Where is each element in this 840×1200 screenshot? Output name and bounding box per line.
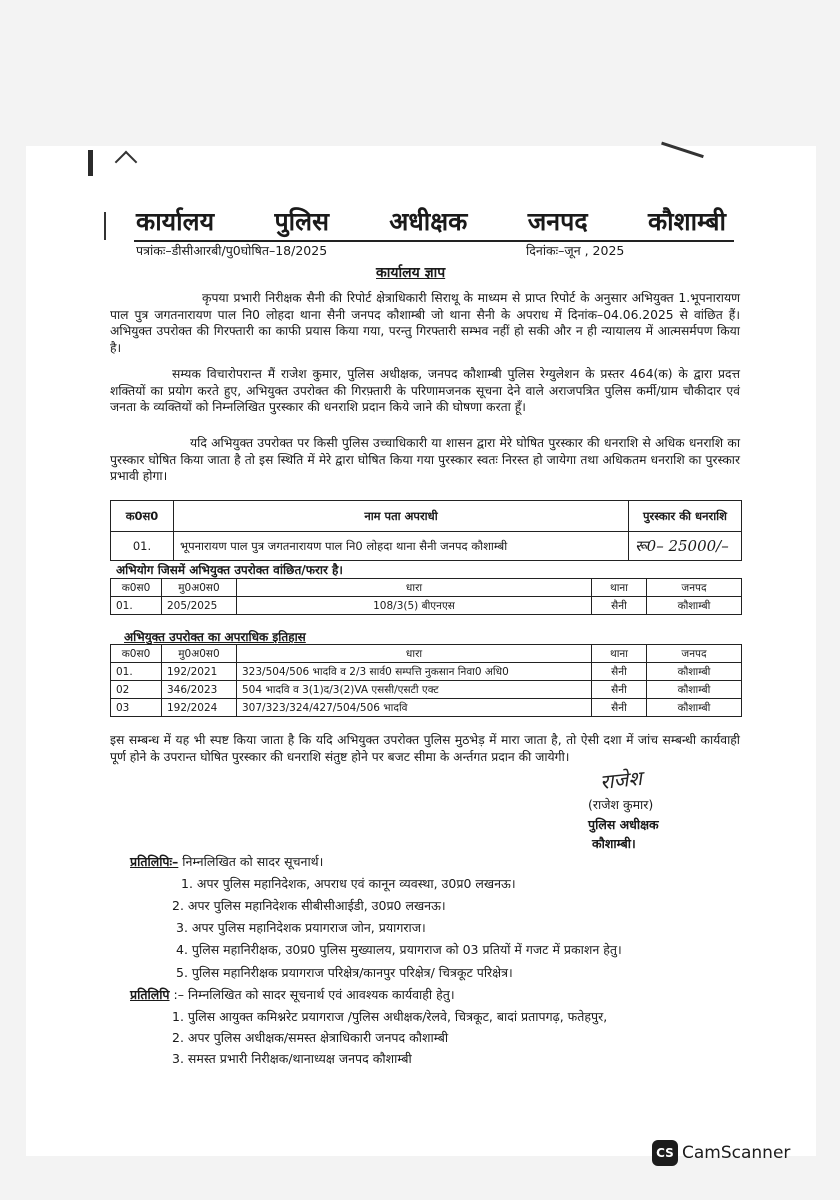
document-page bbox=[26, 146, 816, 1156]
case-header: मु0अ0स0 bbox=[162, 579, 237, 597]
history-header: क0स0 bbox=[111, 645, 162, 663]
history-header: मु0अ0स0 bbox=[162, 645, 237, 663]
history-cell: 346/2023 bbox=[162, 681, 237, 699]
reward-sn: 01. bbox=[111, 532, 174, 561]
title-word: पुलिस bbox=[274, 207, 329, 236]
table-row bbox=[111, 663, 742, 681]
case-cell: सैनी bbox=[592, 597, 647, 615]
history-table-caption: अभियुक्त उपरोक्त का अपराधिक इतिहास bbox=[124, 630, 306, 644]
copy-1-item: 5. पुलिस महानिरीक्षक प्रयागराज परिक्षेत्र/कानपुर परिक्षेत्र/ चित्रकूट परिक्षेत्र। bbox=[176, 965, 513, 980]
copy-2-item: 3. समस्त प्रभारी निरीक्षक/थानाध्यक्ष जनपद कौशाम्बी bbox=[172, 1051, 412, 1066]
paragraph-1 bbox=[110, 290, 740, 356]
history-cell: सैनी bbox=[592, 699, 647, 717]
paragraph-4 bbox=[110, 732, 740, 765]
reward-header-amount: पुरस्कार की धनराशि bbox=[629, 501, 742, 532]
paragraph-3 bbox=[110, 435, 740, 485]
reward-amount: रू0– 25000/– bbox=[629, 532, 742, 561]
table-row bbox=[111, 532, 742, 561]
copy-1-item: 4. पुलिस महानिरीक्षक, उ0प्र0 पुलिस मुख्यालय, प्रयागराज को 03 प्रतियों में गजट में प्रकाशन हेतु। bbox=[176, 942, 622, 957]
office-title bbox=[136, 204, 726, 238]
paragraph-1-text: कृपया प्रभारी निरीक्षक सैनी की रिपोर्ट क्षेत्राधिकारी सिराथू के माध्यम से प्राप्त रिपोर्ट के अनुसार अभियुक्त 1.भूपनारायण पाल पुत्र जगतनारायण पाल नि0 लोहदा थाना सैनी जनपद कौशाम्बी जो थाना सैनी के अपराध में दिनांक–04.06.2025 से वांछित हैं। अभियुक्त उपरोक्त की गिरफ्तारी का काफी प्रयास किया गया, परन्तु गिरफ्तारी सम्भव नहीं हो सकी और न ही न्यायालय में आत्मसर्मपण किया है। bbox=[110, 291, 740, 355]
title-word: अधीक्षक bbox=[389, 207, 468, 236]
title-word: जनपद bbox=[527, 207, 588, 236]
copy-1-item: 3. अपर पुलिस महानिदेशक प्रयागराज जोन, प्रयागराज। bbox=[176, 920, 426, 935]
history-cell: 03 bbox=[111, 699, 162, 717]
case-header: क0स0 bbox=[111, 579, 162, 597]
scan-mark bbox=[656, 142, 704, 174]
copy-1-item: 2. अपर पुलिस महानिदेशक सीबीसीआईडी, उ0प्र0 लखनऊ। bbox=[172, 898, 446, 913]
table-row bbox=[111, 597, 742, 615]
reward-header-name: नाम पता अपराधी bbox=[174, 501, 629, 532]
accused-name-address: भूपनारायण पाल पुत्र जगतनारायण पाल नि0 लोहदा थाना सैनी जनपद कौशाम्बी bbox=[174, 532, 629, 561]
paragraph-3-text: यदि अभियुक्त उपरोक्त पर किसी पुलिस उच्चाधिकारी या शासन द्वारा मेरे घोषित पुरस्कार की धनराशि से अधिक धनराशि का पुरस्कार घोषित किया जाता है तो इस स्थिति में मेरे द्वारा घोषित किया गया पुरस्कार स्वतः निरस्त हो जायेगा तथा अधिकतम धनराशि का पुरस्कार प्रभावी होगा। bbox=[110, 436, 740, 484]
paragraph-2 bbox=[110, 366, 740, 416]
signature-scrawl: राजेश bbox=[598, 765, 644, 795]
signatory-district: कौशाम्बी। bbox=[592, 836, 636, 851]
history-table bbox=[110, 644, 742, 717]
history-cell: 307/323/324/427/504/506 भादवि bbox=[237, 699, 592, 717]
scan-mark bbox=[115, 151, 138, 174]
history-header: धारा bbox=[237, 645, 592, 663]
copy-1-intro: निम्नलिखित को सादर सूचनार्थ। bbox=[182, 854, 324, 869]
history-cell: 504 भादवि व 3(1)द/3(2)VA एससी/एसटी एक्ट bbox=[237, 681, 592, 699]
table-row bbox=[111, 681, 742, 699]
case-cell: 108/3(5) बीएनएस bbox=[237, 597, 592, 615]
history-header: जनपद bbox=[647, 645, 742, 663]
copy-2-heading bbox=[130, 986, 455, 1003]
history-cell: कौशाम्बी bbox=[647, 663, 742, 681]
signatory-name: (राजेश कुमार) bbox=[588, 797, 654, 812]
history-header: थाना bbox=[592, 645, 647, 663]
history-cell: सैनी bbox=[592, 663, 647, 681]
case-header: धारा bbox=[237, 579, 592, 597]
copy-1-item: 1. अपर पुलिस महानिदेशक, अपराध एवं कानून व्यवस्था, उ0प्र0 लखनऊ। bbox=[181, 876, 516, 891]
copy-1-heading bbox=[130, 853, 323, 870]
case-table-caption: अभियोग जिसमें अभियुक्त उपरोक्त वांछित/फरार है। bbox=[116, 563, 343, 577]
case-cell: 205/2025 bbox=[162, 597, 237, 615]
history-cell: 323/504/506 भादवि व 2/3 सार्व0 सम्पत्ति नुकसान निवा0 अधि0 bbox=[237, 663, 592, 681]
case-header: थाना bbox=[592, 579, 647, 597]
copy-2-label: प्रतिलिपि bbox=[130, 987, 170, 1002]
history-cell: 192/2024 bbox=[162, 699, 237, 717]
history-cell: 192/2021 bbox=[162, 663, 237, 681]
scan-mark bbox=[104, 212, 106, 240]
table-row bbox=[111, 699, 742, 717]
camscanner-logo-icon: CS bbox=[652, 1140, 678, 1166]
reference-number: पत्रांकः–डीसीआरबी/पु0घोषित–18/2025 bbox=[136, 243, 328, 258]
document-date: दिनांकः–जून , 2025 bbox=[526, 243, 625, 258]
case-header: जनपद bbox=[647, 579, 742, 597]
history-cell: 02 bbox=[111, 681, 162, 699]
history-cell: सैनी bbox=[592, 681, 647, 699]
copy-2-item: 2. अपर पुलिस अधीक्षक/समस्त क्षेत्राधिकारी जनपद कौशाम्बी bbox=[172, 1030, 449, 1045]
case-table bbox=[110, 578, 742, 615]
title-word: कार्यालय bbox=[136, 207, 215, 236]
paragraph-4-text: इस सम्बन्ध में यह भी स्पष्ट किया जाता है कि यदि अभियुक्त उपरोक्त पुलिस मुठभेड़ में मारा जाता है, तो ऐसी दशा में जांच सम्बन्धी कार्यवाही पूर्ण होने के उपरान्त घोषित पुरस्कार की धनराशि संतुष्ट होने पर बजट सीमा के अर्न्तगत प्रदान की जायेगी। bbox=[110, 733, 740, 764]
reward-header-sn: क0स0 bbox=[111, 501, 174, 532]
history-cell: कौशाम्बी bbox=[647, 699, 742, 717]
signatory-designation: पुलिस अधीक्षक bbox=[588, 817, 659, 832]
case-cell: 01. bbox=[111, 597, 162, 615]
memo-heading: कार्यालय ज्ञाप bbox=[376, 265, 446, 281]
camscanner-watermark: CamScanner bbox=[682, 1143, 791, 1163]
reward-table bbox=[110, 500, 742, 561]
paragraph-2-text: सम्यक विचारोपरान्त मैं राजेश कुमार, पुलिस अधीक्षक, जनपद कौशाम्बी पुलिस रेग्युलेशन के प्रस्तर 464(क) के द्वारा प्रदत्त शक्तियों का प्रयोग करते हुए, अभियुक्त उपरोक्त की गिरफ़्तारी के परिणामजनक सूचना देने वाले अराजपत्रित पुलिस कर्मी/ग्राम चौकीदार एवं जनता के व्यक्तियों को निम्नलिखित पुरस्कार की धनराशि प्रदान किये जाने की घोषणा करता हूँ। bbox=[110, 367, 740, 415]
copy-2-intro: :– निम्नलिखित को सादर सूचनार्थ एवं आवश्यक कार्यवाही हेतु। bbox=[173, 987, 455, 1002]
history-cell: 01. bbox=[111, 663, 162, 681]
title-word: कौशाम्बी bbox=[647, 207, 726, 236]
copy-1-label: प्रतिलिपिः– bbox=[130, 854, 179, 869]
scan-mark bbox=[88, 150, 93, 176]
copy-2-item: 1. पुलिस आयुक्त कमिश्नरेट प्रयागराज /पुलिस अधीक्षक/रेलवे, चित्रकूट, बादां प्रतापगढ़, फतेहपुर, bbox=[172, 1009, 608, 1024]
history-cell: कौशाम्बी bbox=[647, 681, 742, 699]
case-cell: कौशाम्बी bbox=[647, 597, 742, 615]
